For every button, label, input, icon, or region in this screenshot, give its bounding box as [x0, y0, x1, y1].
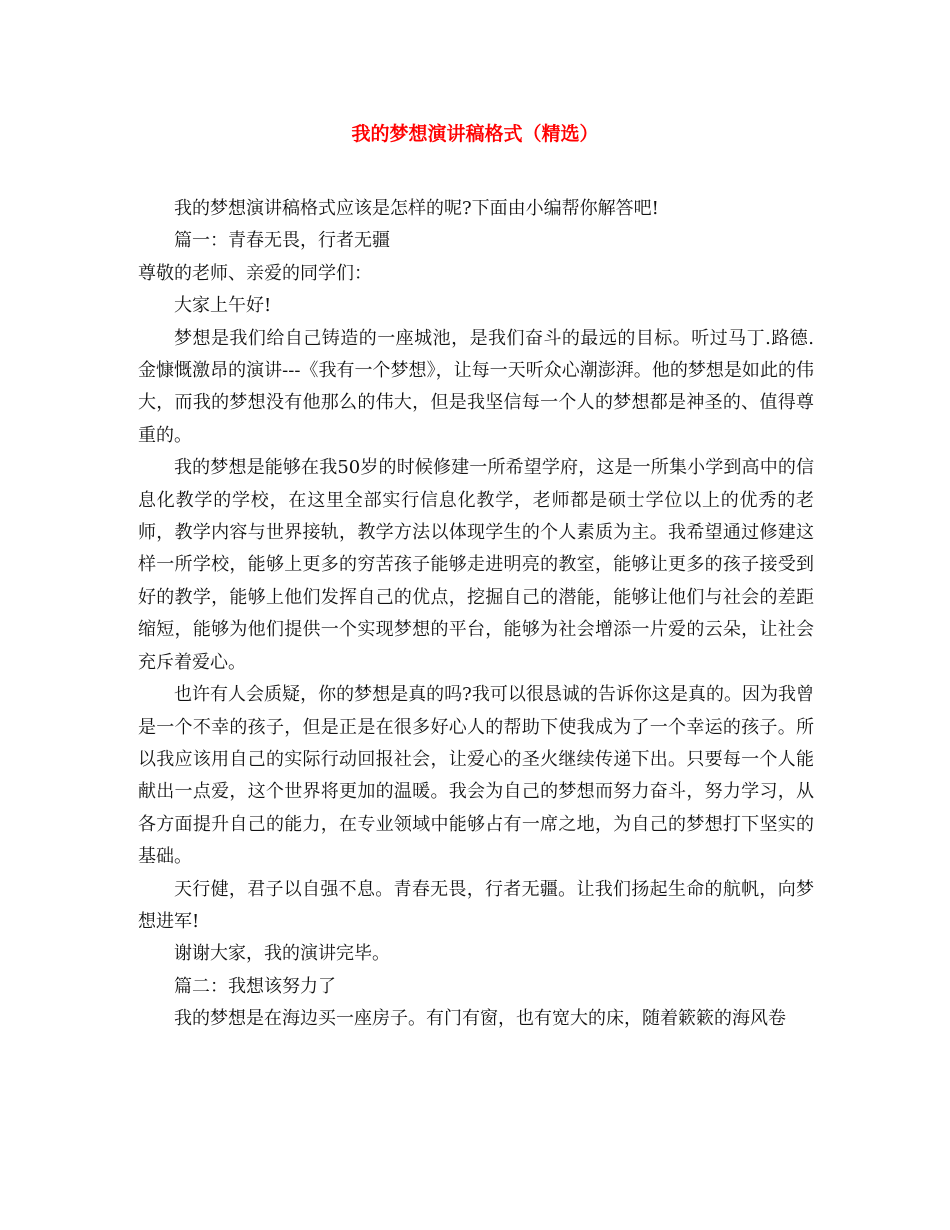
- body-paragraph: 也许有人会质疑，你的梦想是真的吗?我可以很恳诚的告诉你这是真的。因为我曾是一个不幸的孩子，但是正是在很多好心人的帮助下使我成为了一个幸运的孩子。所以我应该用自己的实际行动回报社会，让爱心的圣火继续传递下出。只要每一个人能献出一点爱，这个世界将更加的温暖。我会为自己的梦想而努力奋斗，努力学习，从各方面提升自己的能力，在专业领域中能够占有一席之地，为自己的梦想打下坚实的基础。: [138, 684, 814, 868]
- body-paragraph: 梦想是我们给自己铸造的一座城池，是我们奋斗的最远的目标。听过马丁.路德.金慷慨激昂的演讲---《我有一个梦想》，让每一天听众心潮澎湃。他的梦想是如此的伟大，而我的梦想没有他那么的伟大，但是我坚信每一个人的梦想都是神圣的、值得尊重的。: [138, 327, 814, 446]
- document-title: 我的梦想演讲稿格式（精选）: [351, 123, 599, 145]
- body-paragraph: 我的梦想是在海边买一座房子。有门有窗，也有宽大的床，随着簌簌的海风卷: [174, 1008, 786, 1030]
- intro-paragraph: 我的梦想演讲稿格式应该是怎样的呢?下面由小编帮你解答吧!: [174, 198, 659, 219]
- section-heading-1: 篇一：青春无畏，行者无疆: [174, 230, 390, 252]
- body-paragraph: 天行健，君子以自强不息。青春无畏，行者无疆。让我们扬起生命的航帆，向梦想进军!: [138, 878, 814, 932]
- section-heading-2: 篇二：我想该努力了: [174, 975, 336, 997]
- greeting: 大家上午好!: [174, 295, 272, 317]
- body-paragraph: 我的梦想是能够在我50岁的时候修建一所希望学府，这是一所集小学到高中的信息化教学的学校，在这里全部实行信息化教学，老师都是硕士学位以上的优秀的老师，教学内容与世界接轨，教学方法以体现学生的个人素质为主。我希望通过修建这样一所学校，能够上更多的穷苦孩子能够走进明亮的教室，能够让更多的孩子接受到好的教学，能够上他们发挥自己的优点，挖掘自己的潜能，能够让他们与社会的差距缩短，能够为他们提供一个实现梦想的平台，能够为社会增添一片爱的云朵，让社会充斥着爱心。: [138, 457, 814, 673]
- closing-line: 谢谢大家，我的演讲完毕。: [174, 943, 390, 965]
- salutation: 尊敬的老师、亲爱的同学们：: [138, 262, 372, 284]
- document-body: [138, 193, 814, 1036]
